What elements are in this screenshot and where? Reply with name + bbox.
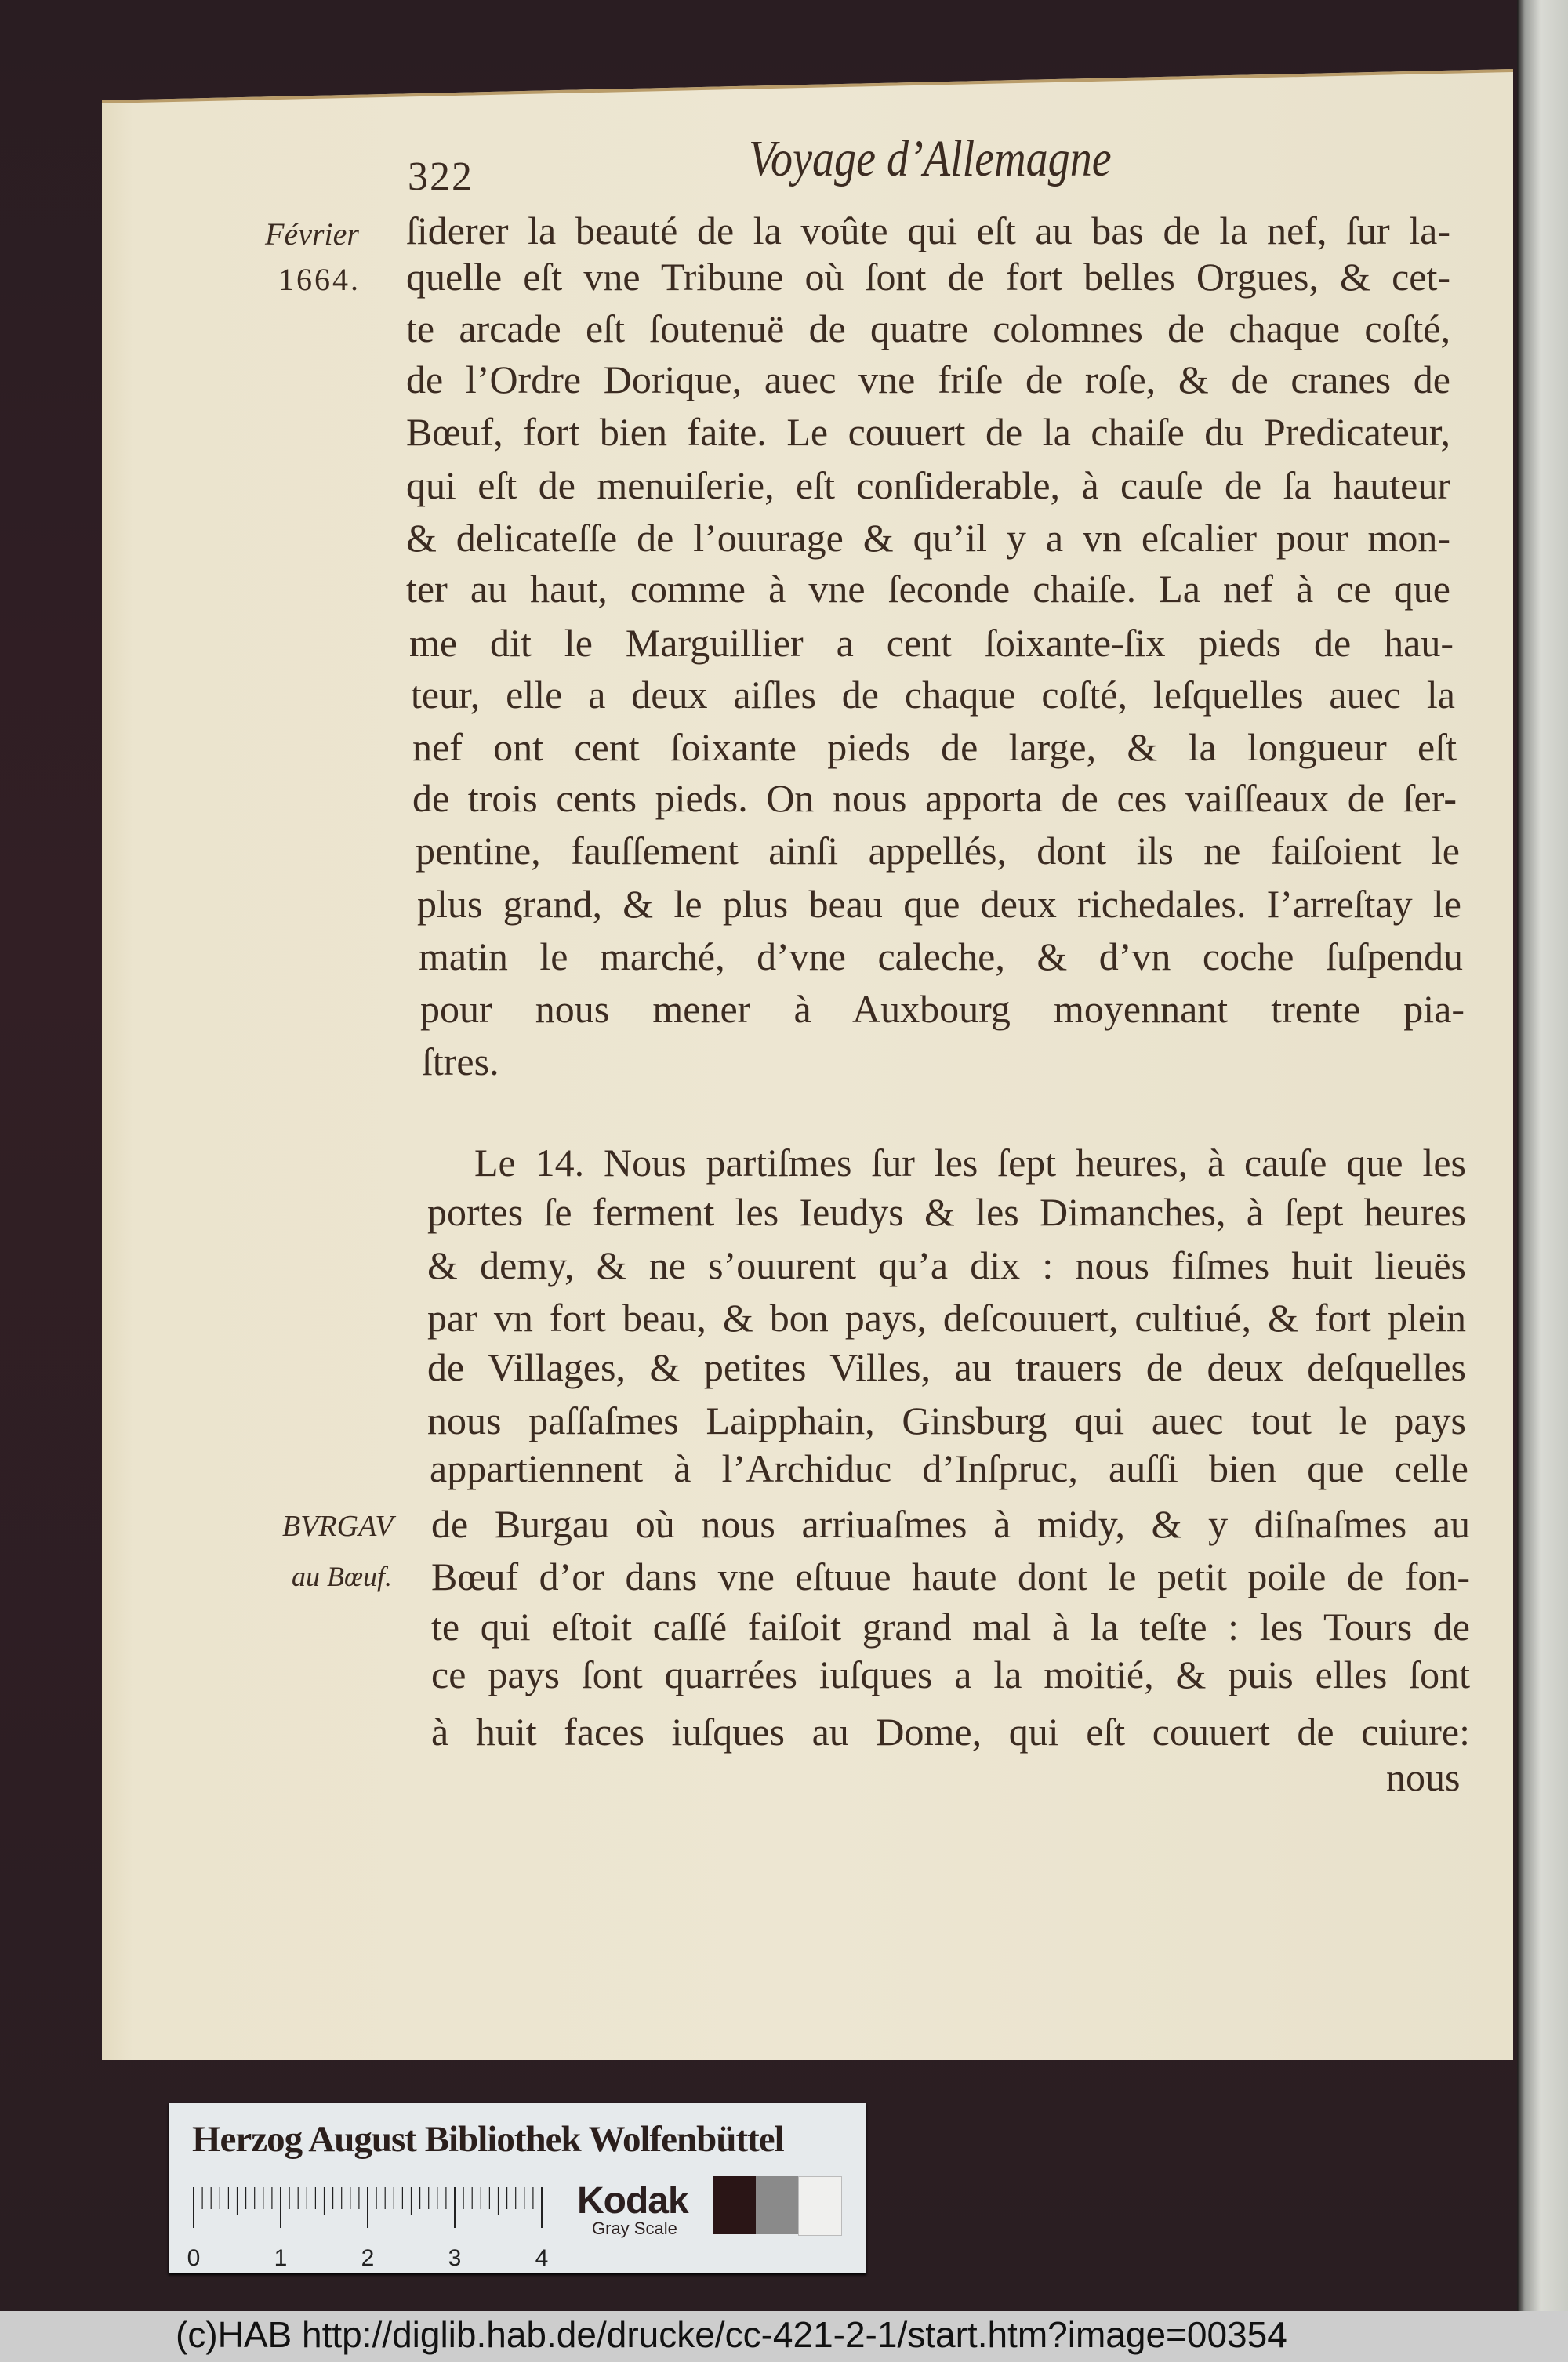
text-line: ter au haut, comme à vne ſeconde chaiſe. La nef à ce que xyxy=(406,567,1450,611)
text-line: ſtres. xyxy=(422,1039,499,1083)
text-line: te arcade eſt ſoutenuë de quatre colomnes de chaque coſté, xyxy=(406,307,1450,350)
facing-page-edge xyxy=(1517,0,1568,2311)
text-line: me dit le Marguillier a cent ſoixante-ſix pieds de hau- xyxy=(409,621,1454,665)
catchword: nous xyxy=(1386,1755,1461,1799)
gray-scale-label: Gray Scale xyxy=(592,2219,677,2238)
text-line: quelle eſt vne Tribune où ſont de fort belles Orgues, & cet- xyxy=(406,255,1450,299)
text-line: à huit faces iuſques au Dome, qui eſt couuert de cuiure: xyxy=(431,1710,1470,1754)
margin-note-place: BVRGAV xyxy=(282,1510,394,1543)
ruler-label: 4 xyxy=(535,2245,549,2271)
text-line: de Burgau où nous arriuaſmes à midy, & y diſnaſmes au xyxy=(431,1502,1470,1546)
footer-bar xyxy=(0,2311,1568,2362)
text-line: pentine, fauſſement ainſi appellés, dont ils ne faiſoient le xyxy=(416,829,1460,873)
text-line: plus grand, & le plus beau que deux richedales. I’arreſtay le xyxy=(417,882,1461,926)
text-line: par vn fort beau, & bon pays, deſcouuert, cultiué, & fort plein xyxy=(427,1296,1466,1340)
text-line: & demy, & ne s’ouurent qu’a dix : nous fiſmes huit lieuës xyxy=(427,1243,1466,1287)
text-line: matin le marché, d’vne caleche, & d’vn coche ſuſpendu xyxy=(419,934,1463,978)
text-line: ſiderer la beauté de la voûte qui eſt au bas de la nef, ſur la- xyxy=(406,209,1450,252)
text-line: portes ſe ferment les Ieudys & les Dimanches, à ſept heures xyxy=(427,1190,1466,1234)
page-number: 322 xyxy=(408,154,474,199)
margin-note-inn: au Bœuf. xyxy=(292,1561,393,1592)
text-line: nef ont cent ſoixante pieds de large, & la longueur eſt xyxy=(412,725,1457,769)
text-line: de Villages, & petites Villes, au trauers de deux deſquelles xyxy=(427,1345,1466,1389)
margin-note-month: Février xyxy=(265,216,359,252)
text-line: teur, elle a deux aiſles de chaque coſté, leſquelles auec la xyxy=(411,673,1455,717)
text-line: Bœuf d’or dans vne eſtuue haute dont le petit poile de fon- xyxy=(431,1555,1470,1598)
kodak-logo: Kodak xyxy=(577,2180,688,2222)
text-line: te qui eſtoit caſſé faiſoit grand mal à la teſte : les Tours de xyxy=(431,1605,1470,1649)
text-line: nous paſſaſmes Laipphain, Ginsburg qui auec tout le pays xyxy=(427,1399,1466,1442)
text-line: ce pays ſont quarrées iuſques a la moitié, & puis elles ſont xyxy=(431,1653,1470,1696)
gray-patch-black xyxy=(713,2176,756,2234)
text-line: appartiennent à l’Archiduc d’Inſpruc, auſſi bien que celle xyxy=(430,1446,1468,1490)
text-line: qui eſt de menuiſerie, eſt conſiderable, à cauſe de ſa hauteur xyxy=(406,463,1450,507)
text-line: Le 14. Nous partiſmes ſur les ſept heures, à cauſe que les xyxy=(474,1141,1466,1185)
gray-patch-gray xyxy=(756,2176,798,2234)
text-line: Bœuf, fort bien faite. Le couuert de la chaiſe du Predicateur, xyxy=(406,410,1450,454)
ruler-label: 0 xyxy=(187,2245,201,2271)
running-title: Voyage d’Allemagne xyxy=(749,130,1112,187)
copyright-link[interactable]: (c)HAB http://diglib.hab.de/drucke/cc-421-2-1/start.htm?image=00354 xyxy=(176,2314,1287,2355)
color-scale-card xyxy=(169,2103,866,2273)
text-line: de l’Ordre Dorique, auec vne friſe de roſe, & de cranes de xyxy=(406,357,1450,401)
ruler-label: 2 xyxy=(361,2245,375,2271)
margin-note-year: 1664. xyxy=(278,262,361,297)
ruler-label: 1 xyxy=(274,2245,288,2271)
ruler-label: 3 xyxy=(448,2245,462,2271)
text-line: & delicateſſe de l’ouurage & qu’il y a vn eſcalier pour mon- xyxy=(406,516,1450,560)
library-name: Herzog August Bibliothek Wolfenbüttel xyxy=(192,2119,784,2160)
gray-patch-white xyxy=(798,2176,842,2236)
text-line: pour nous mener à Auxbourg moyennant trente pia- xyxy=(420,987,1465,1031)
text-line: de trois cents pieds. On nous apporta de ces vaiſſeaux de ſer- xyxy=(412,776,1457,820)
